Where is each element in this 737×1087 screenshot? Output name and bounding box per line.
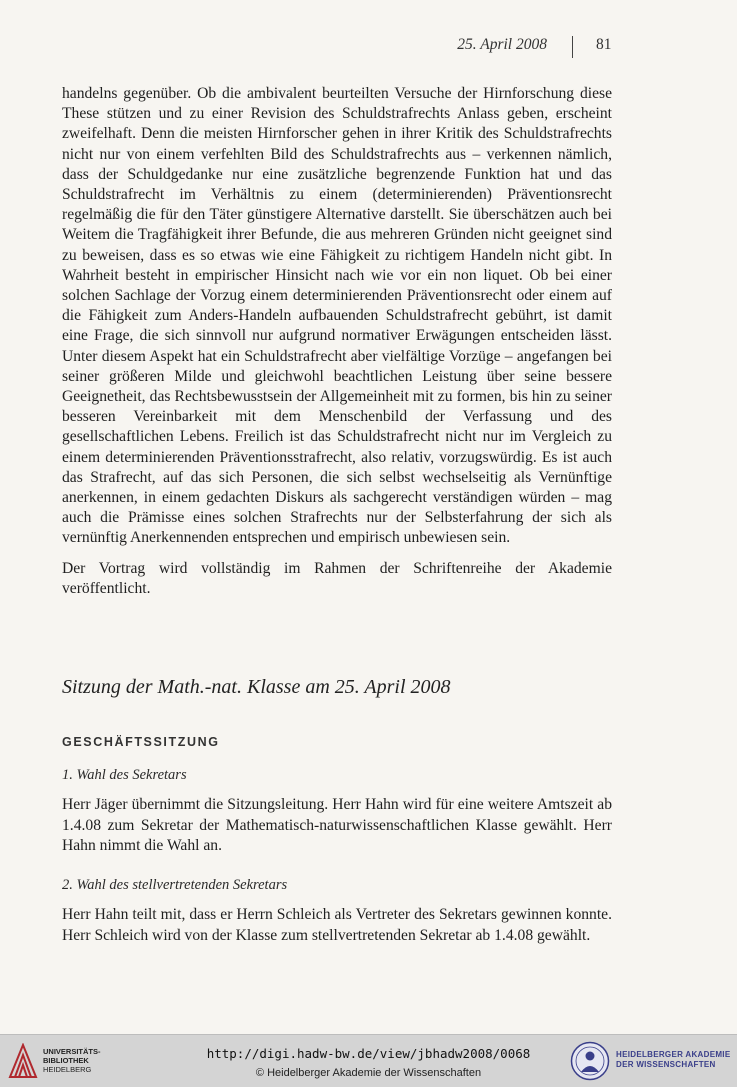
body-paragraph: handelns gegenüber. Ob die ambivalent beurteilten Versuche der Hirnforschung diese These stützen und zu einer Revision des Schuldstrafrechts Anlass geben, erscheint zweifelhaft. Denn die meisten Hirnforscher gehen in ihrer Kritik des Schuldstrafrechts nicht nur von einem verfehlten Bild des Schuldstrafrechts aus – verkennen nämlich, dass der Schuldgedanke nur eine zusätzliche begrenzende Funktion hat und das Schuldstrafrecht im Verhältnis zu einem (determinierenden) Präventionsrecht regelmäßig die für den Täter günstigere Alternative darstellt. Sie überschätzen auch bei Weitem die Tragfähigkeit ihrer Befunde, die aus mehreren Gründen nicht geeignet sind zu beweisen, dass es so etwas wie eine Fähigkeit zu richtigem Handeln nicht gibt. In Wahrheit besteht in empirischer Hinsicht nach wie vor ein non liquet. Ob bei einer solchen Sachlage der Vorzug einem determinierenden Präventionsrecht oder einem auf die Fähigkeit zum Anders-Handeln aufbauenden Schuldstrafrecht gebührt, ist damit eine Frage, die sich sinnvoll nur aufgrund normativer Erwägungen entscheiden lässt. Unter diesem Aspekt hat ein Schuldstrafrecht aber vielfältige Vorzüge – angefangen bei seiner größeren Milde und gleichwohl beachtlichen Leistung über seine bessere Geeignetheit, das Rechtsbewusstsein der Allgemeinheit mit zu formen, bis hin zu seiner besseren Vereinbarkeit mit dem Menschenbild der Verfassung und des gesellschaftlichen Lebens. Freilich ist das Schuldstrafrecht nicht nur im Vergleich zu einem determinierenden Präventionsstrafrecht, also relativ, vorzugswürdig. Es ist auch das Strafrecht, auf das sich Personen, die sich selbst wechselseitig als Vernünftige anerkennen, in einem gedachten Diskurs als sachgerecht verständigen würden – mag auch die Prämisse eines solchen Strafrechts nur der Selbsterfahrung der sich als vernünftig Anerkennenden entsprechen und empirisch unbewiesen sein. bbox=[62, 85, 612, 547]
header-divider bbox=[572, 36, 573, 58]
library-name[interactable]: UNIVERSITÄTS- BIBLIOTHEK HEIDELBERG bbox=[43, 1047, 101, 1074]
body-text bbox=[62, 84, 612, 599]
body-paragraph: Der Vortrag wird vollständig im Rahmen der Schriftenreihe der Akademie veröffentlicht. bbox=[62, 559, 612, 597]
academy-seal-icon[interactable] bbox=[570, 1041, 610, 1081]
header-date: 25. April 2008 bbox=[457, 36, 547, 53]
subheading-2: 2. Wahl des stellvertretenden Sekretars bbox=[62, 877, 288, 893]
item-paragraph-1: Herr Jäger übernimmt die Sitzungsleitung. Herr Hahn wird für eine weitere Amtszeit ab 1.4.08 zum Sekretar der Mathematisch-naturwissenschaftlichen Klasse gewählt. Herr Hahn nimmt die Wahl an. bbox=[62, 796, 612, 854]
section-heading: GESCHÄFTSSITZUNG bbox=[62, 735, 220, 749]
copyright-text: © Heidelberger Akademie der Wissenschaften bbox=[255, 1067, 482, 1079]
item-paragraph-2: Herr Hahn teilt mit, dass er Herrn Schleich als Vertreter des Sekretars gewinnen konnte. Herr Schleich wird von der Klasse zum stellvertretenden Sekretar ab 1.4.08 gewählt. bbox=[62, 906, 612, 944]
digital-url-link[interactable]: http://digi.hadw-bw.de/view/jbhadw2008/0068 bbox=[206, 1046, 531, 1061]
academy-name[interactable]: HEIDELBERGER AKADEMIE DER WISSENSCHAFTEN bbox=[616, 1050, 731, 1069]
subheading-1: 1. Wahl des Sekretars bbox=[62, 767, 187, 783]
section-title: Sitzung der Math.-nat. Klasse am 25. April 2008 bbox=[62, 676, 451, 698]
footer-bar bbox=[0, 1034, 737, 1087]
page-number: 81 bbox=[596, 36, 612, 53]
running-head bbox=[0, 36, 737, 60]
